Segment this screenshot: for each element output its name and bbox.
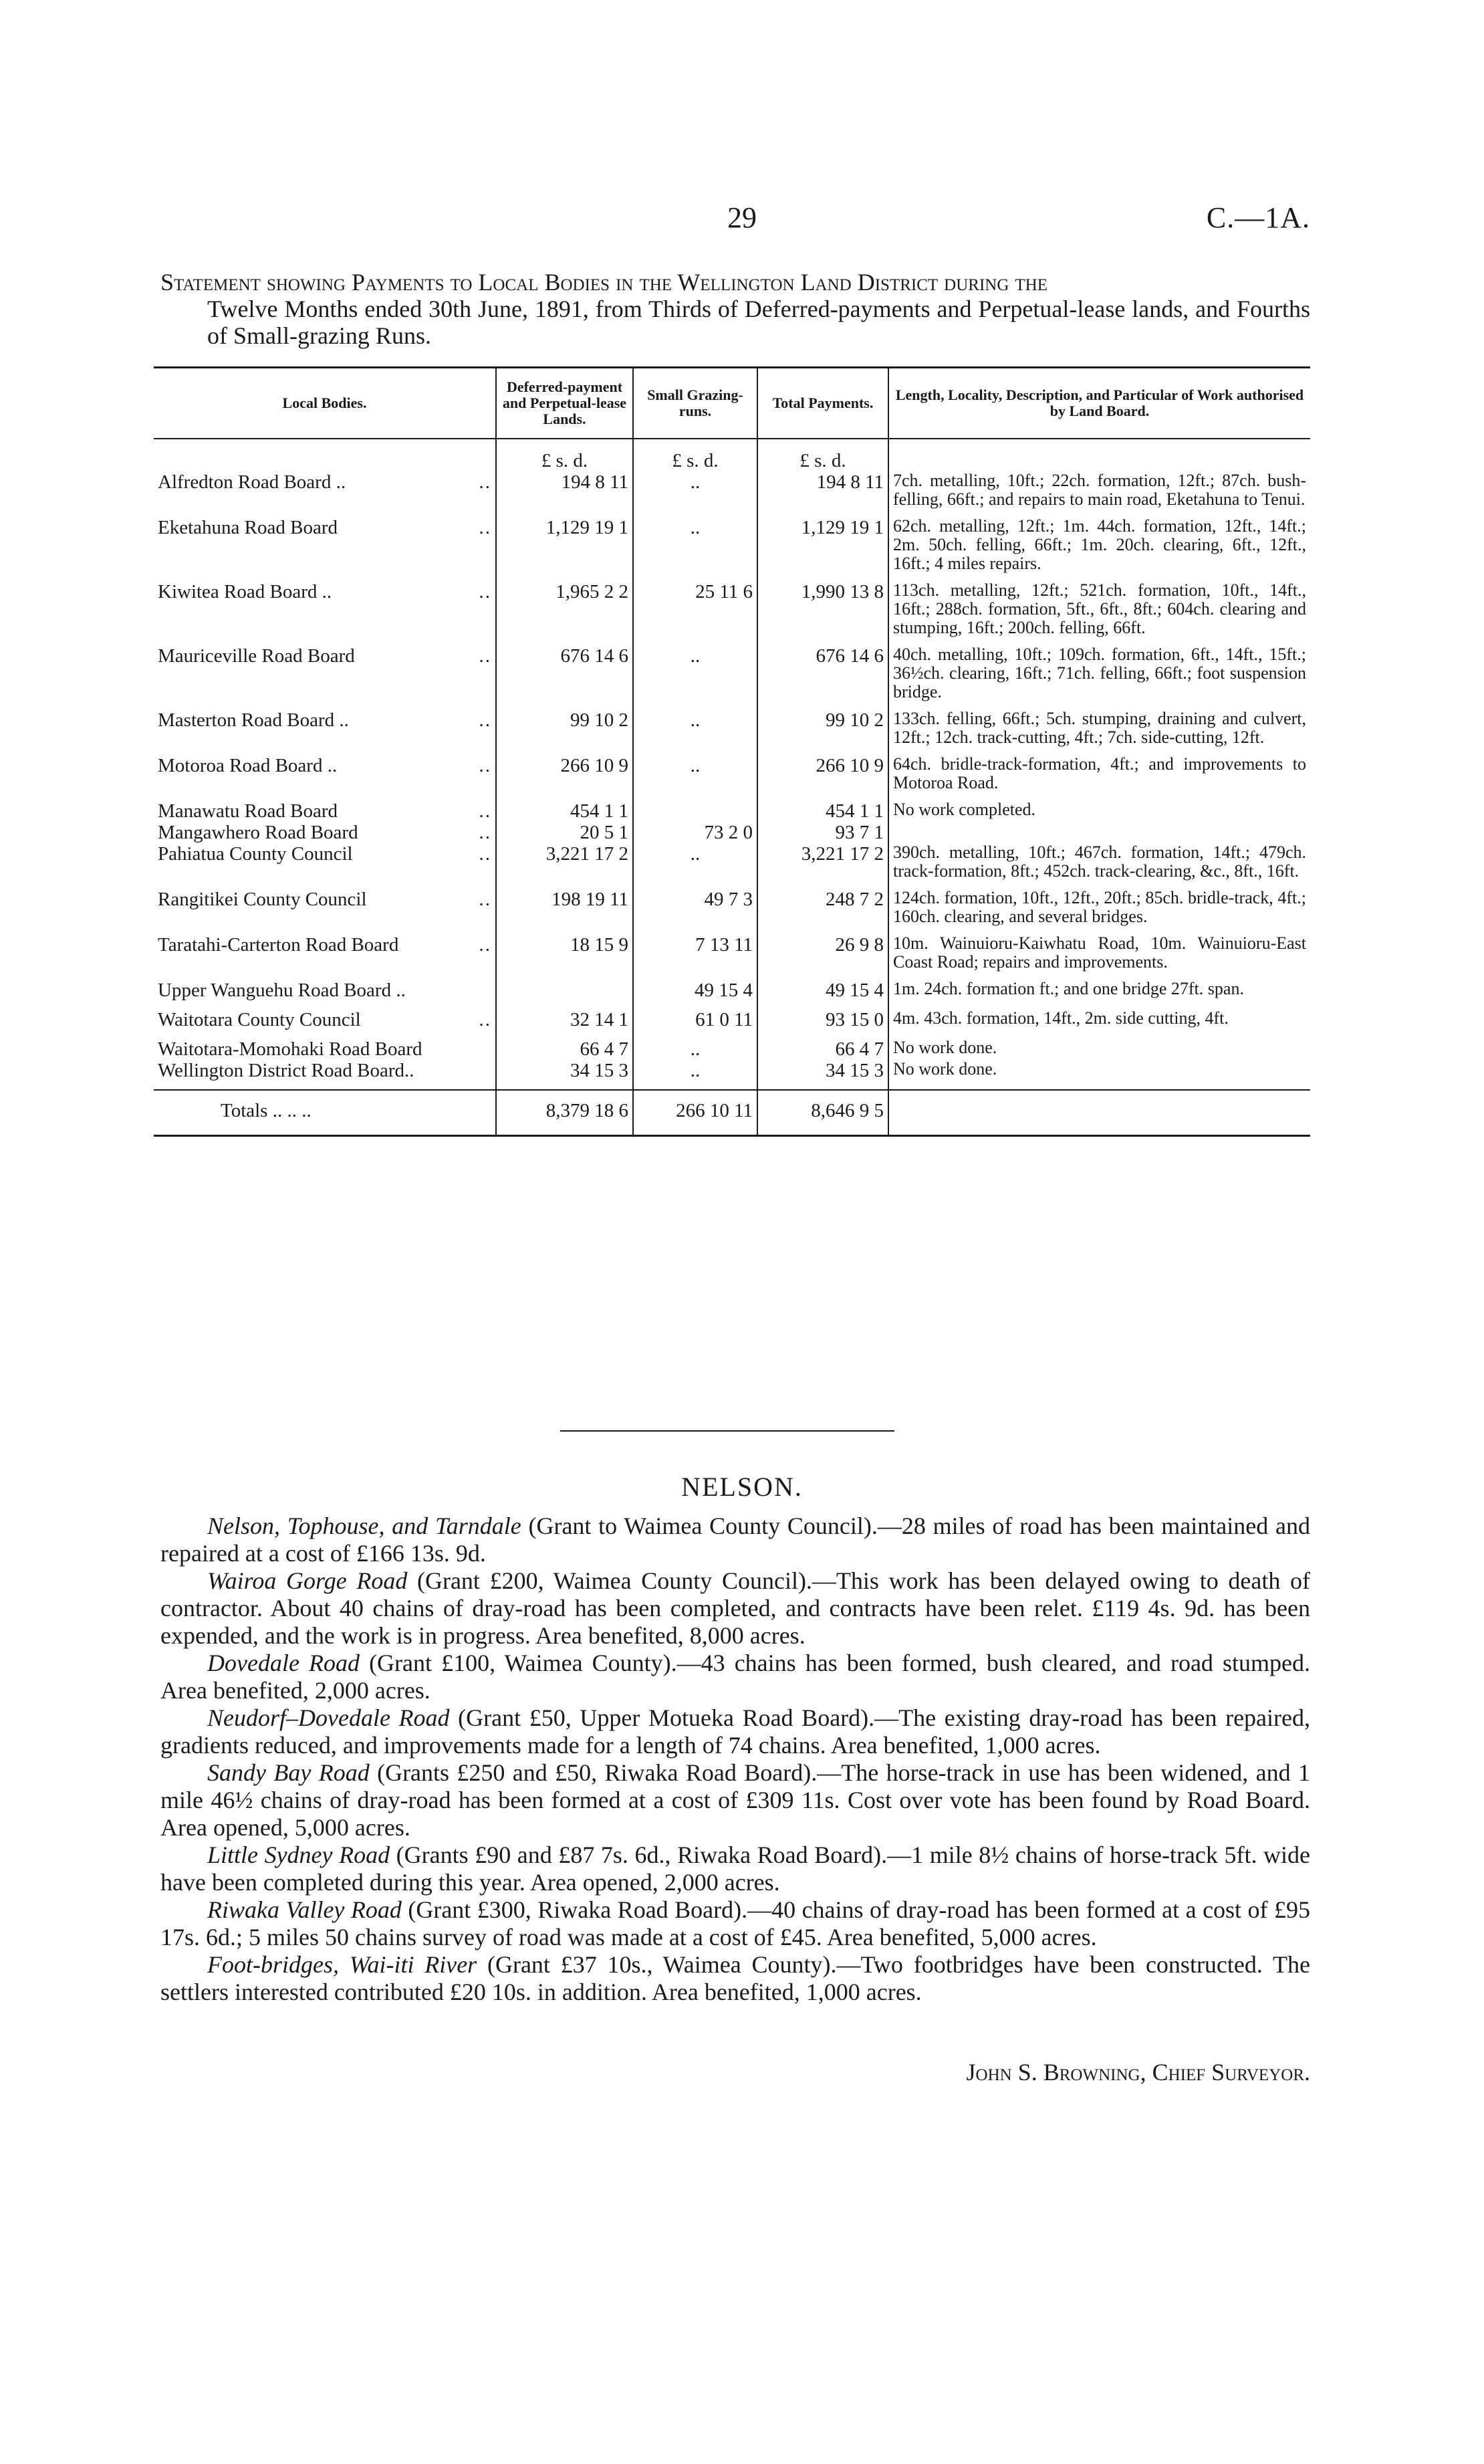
row-work-description: 7ch. metalling, 10ft.; 22ch. formation, 12ft.; 87ch. bush-felling, 66ft.; and repairs to main road, Eketahuna to Tenui. bbox=[888, 471, 1310, 517]
row-small-grazing: 49 15 4 bbox=[633, 980, 757, 1009]
paragraph-7-title: Riwaka Valley Road bbox=[207, 1896, 402, 1923]
units-blank bbox=[154, 439, 496, 471]
row-work-description: 133ch. felling, 66ft.; 5ch. stumping, draining and culvert, 12ft.; 12ch. track-cutting, 4ft.; 7ch. side-cutting, 12ft. bbox=[888, 709, 1310, 755]
totals-work bbox=[888, 1090, 1310, 1136]
header-small-grazing: Small Grazing-runs. bbox=[633, 368, 757, 439]
row-work-description: No work completed. bbox=[888, 800, 1310, 822]
table-row bbox=[154, 471, 1310, 517]
nelson-paragraphs bbox=[160, 1513, 1310, 2006]
row-deferred: 1,965 2 2 bbox=[496, 581, 633, 645]
row-deferred bbox=[496, 980, 633, 1009]
row-small-grazing: .. bbox=[633, 709, 757, 755]
row-local-body-name: Wellington District Road Board.. bbox=[158, 1060, 414, 1081]
row-local-body bbox=[154, 471, 496, 517]
row-local-body-name: Eketahuna Road Board bbox=[158, 517, 338, 538]
row-total: 676 14 6 bbox=[757, 645, 888, 709]
row-local-body bbox=[154, 1060, 496, 1090]
payments-table-container bbox=[154, 366, 1310, 1383]
totals-label: Totals .. .. .. bbox=[154, 1090, 496, 1136]
paragraph-3 bbox=[160, 1650, 1310, 1704]
table-row bbox=[154, 843, 1310, 889]
row-work-description: No work done. bbox=[888, 1060, 1310, 1090]
row-local-body-name: Manawatu Road Board bbox=[158, 800, 338, 822]
row-local-body bbox=[154, 934, 496, 980]
row-local-body bbox=[154, 517, 496, 581]
paragraph-2-title: Wairoa Gorge Road bbox=[207, 1567, 408, 1594]
row-deferred: 198 19 11 bbox=[496, 889, 633, 934]
statement-title bbox=[160, 269, 1310, 349]
row-local-body bbox=[154, 581, 496, 645]
paragraph-8-text: (Grant £37 10s., Waimea County).—Two footbridges have been constructed. The settlers interested contributed £20 10s. in addition. Area benefited, 1,000 acres. bbox=[160, 1951, 1310, 2005]
row-total: 93 15 0 bbox=[757, 1009, 888, 1038]
paragraph-7 bbox=[160, 1896, 1310, 1951]
row-deferred: 20 5 1 bbox=[496, 822, 633, 843]
row-deferred: 3,221 17 2 bbox=[496, 843, 633, 889]
row-small-grazing: .. bbox=[633, 1038, 757, 1060]
row-leader-dots: .. bbox=[479, 709, 491, 731]
row-total: 1,129 19 1 bbox=[757, 517, 888, 581]
row-leader-dots: .. bbox=[479, 645, 491, 667]
statement-line-1: Statement showing Payments to Local Bodies in the Wellington Land District during the bbox=[160, 269, 1047, 296]
paragraph-5 bbox=[160, 1759, 1310, 1841]
row-leader-dots: .. bbox=[479, 1009, 491, 1030]
row-deferred: 18 15 9 bbox=[496, 934, 633, 980]
table-row bbox=[154, 1060, 1310, 1090]
row-local-body-name: Rangitikei County Council bbox=[158, 889, 367, 910]
header-deferred: Deferred-payment and Perpetual-lease Lands. bbox=[496, 368, 633, 439]
header-particulars: Length, Locality, Description, and Particular of Work authorised by Land Board. bbox=[888, 368, 1310, 439]
table-header-row bbox=[154, 368, 1310, 439]
row-deferred: 34 15 3 bbox=[496, 1060, 633, 1090]
row-deferred: 194 8 11 bbox=[496, 471, 633, 517]
row-small-grazing: 25 11 6 bbox=[633, 581, 757, 645]
row-leader-dots: .. bbox=[479, 517, 491, 538]
row-total: 454 1 1 bbox=[757, 800, 888, 822]
paragraph-4-title: Neudorf–Dovedale Road bbox=[207, 1704, 450, 1731]
row-work-description: 4m. 43ch. formation, 14ft., 2m. side cutting, 4ft. bbox=[888, 1009, 1310, 1038]
table-row bbox=[154, 1009, 1310, 1038]
row-deferred: 1,129 19 1 bbox=[496, 517, 633, 581]
row-total: 1,990 13 8 bbox=[757, 581, 888, 645]
totals-total: 8,646 9 5 bbox=[757, 1090, 888, 1136]
table-row bbox=[154, 709, 1310, 755]
paragraph-4 bbox=[160, 1704, 1310, 1759]
nelson-heading: NELSON. bbox=[681, 1472, 803, 1502]
row-small-grazing: 49 7 3 bbox=[633, 889, 757, 934]
table-row bbox=[154, 755, 1310, 800]
signature: John S. Browning, Chief Surveyor. bbox=[966, 2059, 1310, 2086]
paragraph-1-text: (Grant to Waimea County Council).—28 miles of road has been maintained and repaired at a cost of £166 13s. 9d. bbox=[160, 1513, 1310, 1567]
units-row bbox=[154, 439, 1310, 471]
row-leader-dots: .. bbox=[479, 800, 491, 822]
section-divider bbox=[560, 1430, 894, 1432]
paragraph-6-text: (Grants £90 and £87 7s. 6d., Riwaka Road Board).—1 mile 8½ chains of horse-track 5ft. wide have been completed during this year. Area opened, 2,000 acres. bbox=[160, 1841, 1311, 1896]
row-leader-dots: .. bbox=[479, 934, 491, 956]
table-row bbox=[154, 1038, 1310, 1060]
header-total: Total Payments. bbox=[757, 368, 888, 439]
paragraph-7-text: (Grant £300, Riwaka Road Board).—40 chains of dray-road has been formed at a cost of £95 17s. 6d.; 5 miles 50 chains survey of road was made at a cost of £45. Area benefited, 5,000 acres. bbox=[160, 1896, 1310, 1950]
row-small-grazing: 73 2 0 bbox=[633, 822, 757, 843]
row-leader-dots: .. bbox=[479, 755, 491, 776]
row-work-description: 124ch. formation, 10ft., 12ft., 20ft.; 85ch. bridle-track, 4ft.; 160ch. clearing, and several bridges. bbox=[888, 889, 1310, 934]
paragraph-8 bbox=[160, 1951, 1310, 2006]
row-local-body-name: Taratahi-Carterton Road Board bbox=[158, 934, 399, 956]
units-total: £ s. d. bbox=[757, 439, 888, 471]
payments-table bbox=[154, 366, 1310, 1137]
paragraph-1 bbox=[160, 1513, 1310, 1567]
document-code: C.—1A. bbox=[1206, 201, 1310, 234]
table-row bbox=[154, 800, 1310, 822]
row-local-body bbox=[154, 1038, 496, 1060]
statement-line-2: Twelve Months ended 30th June, 1891, from Thirds of Deferred-payments and Perpetual-lease lands, and Fourths of Small-grazing Runs. bbox=[207, 296, 1310, 349]
paragraph-8-title: Foot-bridges, Wai-iti River bbox=[207, 1951, 477, 1978]
units-deferred: £ s. d. bbox=[496, 439, 633, 471]
row-leader-dots: .. bbox=[479, 822, 491, 843]
row-small-grazing: 7 13 11 bbox=[633, 934, 757, 980]
row-local-body-name: Masterton Road Board .. bbox=[158, 709, 349, 731]
paragraph-3-title: Dovedale Road bbox=[207, 1650, 360, 1676]
paragraph-2-text: (Grant £200, Waimea County Council).—This work has been delayed owing to death of contractor. About 40 chains of dray-road has been completed, and contracts have been relet. £119 4s. 9d. has been expended, and the work is in progress. Area benefited, 8,000 acres. bbox=[160, 1567, 1310, 1649]
paragraph-6 bbox=[160, 1841, 1310, 1896]
row-deferred: 266 10 9 bbox=[496, 755, 633, 800]
row-small-grazing bbox=[633, 800, 757, 822]
row-total: 99 10 2 bbox=[757, 709, 888, 755]
row-local-body bbox=[154, 709, 496, 755]
row-small-grazing: .. bbox=[633, 645, 757, 709]
row-work-description: No work done. bbox=[888, 1038, 1310, 1060]
page-number: 29 bbox=[727, 201, 757, 234]
row-local-body bbox=[154, 889, 496, 934]
row-local-body-name: Upper Wanguehu Road Board .. bbox=[158, 980, 406, 1001]
row-total: 266 10 9 bbox=[757, 755, 888, 800]
row-small-grazing: .. bbox=[633, 517, 757, 581]
row-local-body-name: Motoroa Road Board .. bbox=[158, 755, 338, 776]
row-total: 66 4 7 bbox=[757, 1038, 888, 1060]
row-small-grazing: 61 0 11 bbox=[633, 1009, 757, 1038]
row-local-body bbox=[154, 822, 496, 843]
row-deferred: 454 1 1 bbox=[496, 800, 633, 822]
row-leader-dots: .. bbox=[479, 843, 491, 865]
row-deferred: 99 10 2 bbox=[496, 709, 633, 755]
row-work-description: 390ch. metalling, 10ft.; 467ch. formation, 14ft.; 479ch. track-formation, 8ft.; 452ch. track-clearing, &c., 8ft., 16ft. bbox=[888, 843, 1310, 889]
row-work-description: 113ch. metalling, 12ft.; 521ch. formation, 10ft., 14ft., 16ft.; 288ch. formation, 5ft., 6ft., 8ft.; 604ch. clearing and stumping, 16ft.; 200ch. felling, 66ft. bbox=[888, 581, 1310, 645]
row-leader-dots: .. bbox=[479, 889, 491, 910]
row-total: 3,221 17 2 bbox=[757, 843, 888, 889]
table-row bbox=[154, 822, 1310, 843]
row-local-body-name: Kiwitea Road Board .. bbox=[158, 581, 332, 602]
table-row bbox=[154, 581, 1310, 645]
totals-small: 266 10 11 bbox=[633, 1090, 757, 1136]
row-local-body bbox=[154, 843, 496, 889]
paragraph-3-text: (Grant £100, Waimea County).—43 chains has been formed, bush cleared, and road stumped. Area benefited, 2,000 acres. bbox=[160, 1650, 1310, 1704]
table-row bbox=[154, 517, 1310, 581]
row-local-body-name: Alfredton Road Board .. bbox=[158, 471, 346, 493]
units-work bbox=[888, 439, 1310, 471]
totals-deferred: 8,379 18 6 bbox=[496, 1090, 633, 1136]
row-local-body bbox=[154, 800, 496, 822]
table-row bbox=[154, 889, 1310, 934]
row-local-body-name: Mauriceville Road Board bbox=[158, 645, 355, 667]
row-local-body-name: Pahiatua County Council bbox=[158, 843, 353, 865]
row-leader-dots: .. bbox=[479, 581, 491, 602]
row-small-grazing: .. bbox=[633, 471, 757, 517]
header-local-bodies: Local Bodies. bbox=[154, 368, 496, 439]
row-work-description: 40ch. metalling, 10ft.; 109ch. formation, 6ft., 14ft., 15ft.; 36½ch. clearing, 16ft.; 71ch. felling, 66ft.; foot suspension bridge. bbox=[888, 645, 1310, 709]
row-local-body bbox=[154, 645, 496, 709]
row-total: 34 15 3 bbox=[757, 1060, 888, 1090]
row-total: 194 8 11 bbox=[757, 471, 888, 517]
row-local-body-name: Waitotara County Council bbox=[158, 1009, 361, 1030]
paragraph-1-title: Nelson, Tophouse, and Tarndale bbox=[207, 1513, 521, 1539]
table-row bbox=[154, 934, 1310, 980]
row-work-description: 64ch. bridle-track-formation, 4ft.; and improvements to Motoroa Road. bbox=[888, 755, 1310, 800]
table-row bbox=[154, 980, 1310, 1009]
row-local-body bbox=[154, 755, 496, 800]
row-total: 49 15 4 bbox=[757, 980, 888, 1009]
row-small-grazing: .. bbox=[633, 755, 757, 800]
paragraph-4-text: (Grant £50, Upper Motueka Road Board).—The existing dray-road has been repaired, gradients reduced, and improvements made for a length of 74 chains. Area benefited, 1,000 acres. bbox=[160, 1704, 1310, 1759]
paragraph-6-title: Little Sydney Road bbox=[207, 1841, 390, 1868]
row-leader-dots: .. bbox=[479, 471, 491, 493]
units-small: £ s. d. bbox=[633, 439, 757, 471]
row-local-body-name: Waitotara-Momohaki Road Board bbox=[158, 1038, 422, 1060]
row-total: 93 7 1 bbox=[757, 822, 888, 843]
row-local-body bbox=[154, 980, 496, 1009]
row-small-grazing: .. bbox=[633, 1060, 757, 1090]
row-total: 248 7 2 bbox=[757, 889, 888, 934]
row-deferred: 32 14 1 bbox=[496, 1009, 633, 1038]
row-deferred: 676 14 6 bbox=[496, 645, 633, 709]
row-local-body-name: Mangawhero Road Board bbox=[158, 822, 358, 843]
row-local-body bbox=[154, 1009, 496, 1038]
paragraph-2 bbox=[160, 1567, 1310, 1650]
row-total: 26 9 8 bbox=[757, 934, 888, 980]
table-row bbox=[154, 645, 1310, 709]
row-work-description: 1m. 24ch. formation ft.; and one bridge 27ft. span. bbox=[888, 980, 1310, 1009]
row-deferred: 66 4 7 bbox=[496, 1038, 633, 1060]
row-work-description: 10m. Wainuioru-Kaiwhatu Road, 10m. Wainuioru-East Coast Road; repairs and improvements. bbox=[888, 934, 1310, 980]
row-work-description: 62ch. metalling, 12ft.; 1m. 44ch. formation, 12ft., 14ft.; 2m. 50ch. felling, 66ft.; 1m. 20ch. clearing, 6ft., 12ft., 16ft.; 4 miles repairs. bbox=[888, 517, 1310, 581]
row-work-description bbox=[888, 822, 1310, 843]
paragraph-5-text: (Grants £250 and £50, Riwaka Road Board).—The horse-track in use has been widened, and 1 mile 46½ chains of dray-road has been formed at a cost of £309 11s. Cost over vote has been found by Road Board. Area opened, 5,000 acres. bbox=[160, 1759, 1311, 1841]
row-small-grazing: .. bbox=[633, 843, 757, 889]
paragraph-5-title: Sandy Bay Road bbox=[207, 1759, 370, 1786]
totals-row bbox=[154, 1090, 1310, 1136]
